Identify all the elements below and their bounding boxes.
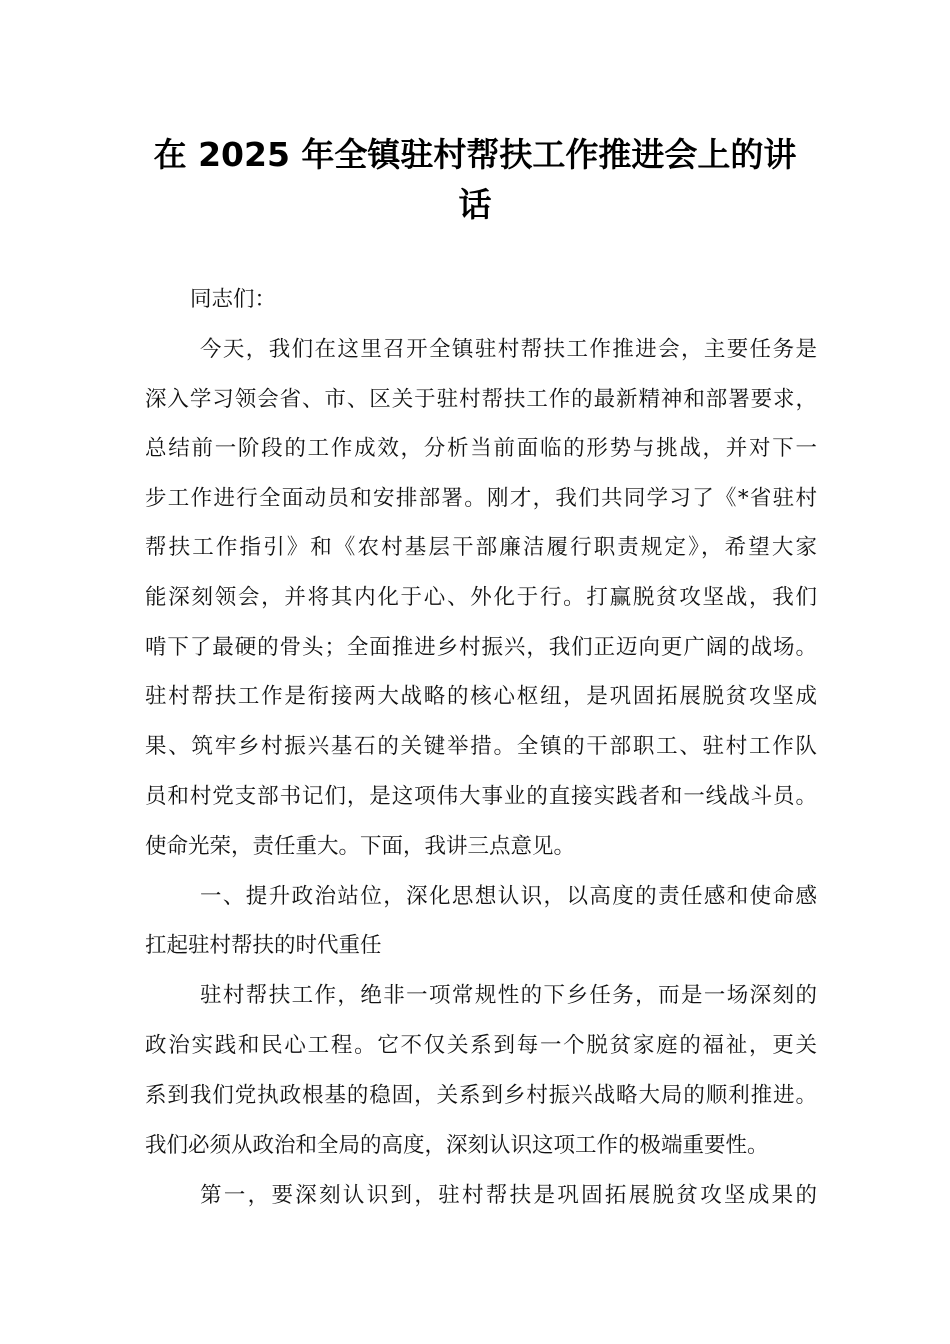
text-line: 我们必须从政治和全局的高度，深刻认识这项工作的极端重要性。 <box>145 1133 769 1158</box>
text-line: 第一，要深刻认识到，驻村帮扶是巩固拓展脱贫攻坚成果的 <box>200 1183 817 1208</box>
text-line: 使命光荣，责任重大。下面，我讲三点意见。 <box>145 834 576 859</box>
text-line: 能深刻领会，并将其内化于心、外化于行。打赢脱贫攻坚战，我们 <box>145 585 817 610</box>
text-line: 果、筑牢乡村振兴基石的关键举措。全镇的干部职工、驻村工作队 <box>145 734 817 759</box>
salutation: 同志们： <box>190 287 277 312</box>
section-heading-line: 扛起驻村帮扶的时代重任 <box>145 933 382 958</box>
text-line: 政治实践和民心工程。它不仅关系到每一个脱贫家庭的福祉，更关 <box>145 1033 817 1058</box>
section-heading-line: 一、提升政治站位，深化思想认识，以高度的责任感和使命感 <box>200 884 817 909</box>
text-line: 员和村党支部书记们，是这项伟大事业的直接实践者和一线战斗员。 <box>145 784 817 809</box>
text-line: 驻村帮扶工作，绝非一项常规性的下乡任务，而是一场深刻的 <box>200 983 817 1008</box>
text-line: 总结前一阶段的工作成效，分析当前面临的形势与挑战，并对下一 <box>145 436 817 461</box>
text-line: 帮扶工作指引》和《农村基层干部廉洁履行职责规定》，希望大家 <box>145 535 817 560</box>
title-line-2: 话 <box>458 185 492 224</box>
title-line-1: 在 2025 年全镇驻村帮扶工作推进会上的讲 <box>153 135 797 174</box>
text-line: 今天，我们在这里召开全镇驻村帮扶工作推进会，主要任务是 <box>200 337 817 362</box>
text-line: 深入学习领会省、市、区关于驻村帮扶工作的最新精神和部署要求， <box>145 387 817 412</box>
text-line: 步工作进行全面动员和安排部署。刚才，我们共同学习了《*省驻村 <box>145 486 817 511</box>
text-line: 系到我们党执政根基的稳固，关系到乡村振兴战略大局的顺利推进。 <box>145 1083 817 1108</box>
text-line: 驻村帮扶工作是衔接两大战略的核心枢纽，是巩固拓展脱贫攻坚成 <box>145 684 817 709</box>
text-line: 啃下了最硬的骨头；全面推进乡村振兴，我们正迈向更广阔的战场。 <box>145 635 817 660</box>
